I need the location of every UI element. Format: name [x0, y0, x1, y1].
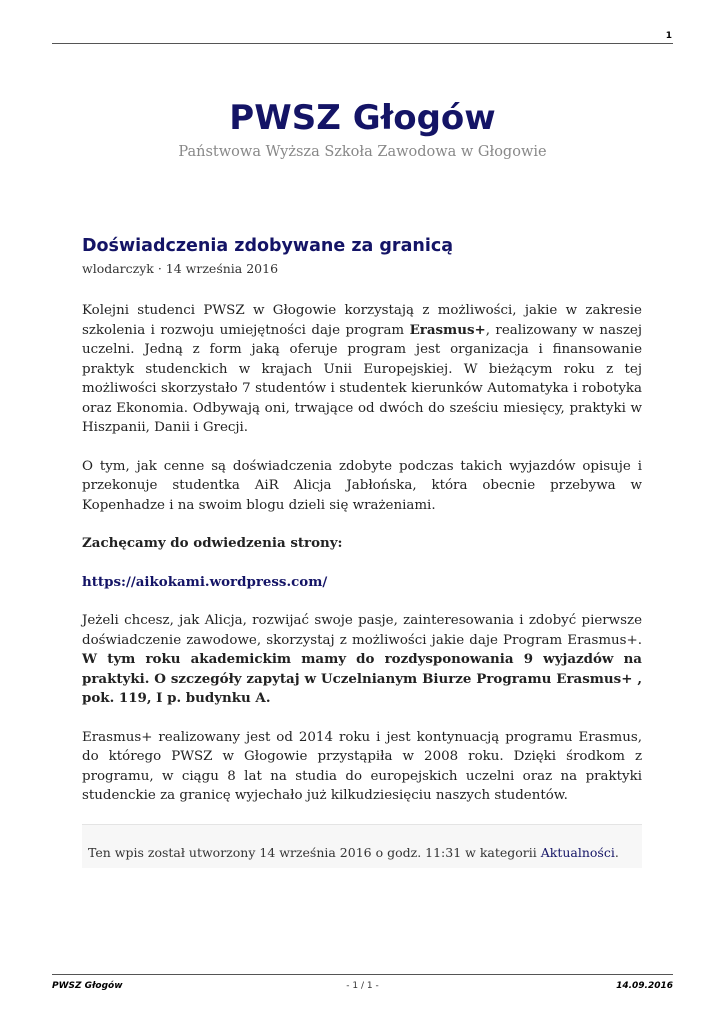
- post-footer-box: [82, 824, 642, 868]
- blog-link[interactable]: https://aikokami.wordpress.com/: [82, 573, 328, 590]
- paragraph-history: Erasmus+ realizowany jest od 2014 roku i jest kontynuacją programu Erasmus, do którego PWSZ w Głogowie przystąpiła w 2008 roku. Dzięki środkom z programu, w ciągu 8 lat na studia do europejskich uczelni oraz na praktyki studenckie za granicę wyjechało już kilkudziesięciu naszych studentów.: [82, 729, 642, 803]
- bottom-divider: [52, 974, 673, 975]
- paragraph-opportunity-text: Jeżeli chcesz, jak Alicja, rozwijać swoje pasje, zainteresowania i zdobyć pierwsze doświadczenie zawodowe, skorzystaj z możliwości jakie daje Program Erasmus+.: [82, 613, 642, 648]
- paragraph-intro-text-2: , realizowany w naszej uczelni. Jedną z form jaką oferuje program jest organizacja i finansowanie praktyk studenckich w krajach Unii Europejskiej. W bieżącym roku z tej możliwości skorzystało 7 studentów i studentek kierunków Automatyka i robotyka oraz Ekonomia. Odbywają oni, trwające od dwóch do sześciu miesięcy, praktyki w Hiszpanii, Danii i Grecji.: [82, 322, 642, 435]
- site-title[interactable]: PWSZ Głogów: [229, 98, 496, 138]
- category-link[interactable]: Aktualności: [540, 844, 615, 860]
- footer-site-name: PWSZ Głogów: [52, 981, 123, 991]
- footer-date: 14.09.2016: [616, 981, 673, 991]
- footer-page-count: - 1 / 1 -: [346, 981, 379, 991]
- paragraph-intro: [82, 301, 642, 438]
- paragraph-link: [82, 573, 642, 593]
- post-footer-end: .: [614, 844, 619, 860]
- paragraph-invite: Zachęcamy do odwiedzenia strony:: [82, 535, 343, 551]
- post-content: [82, 233, 642, 868]
- post-footer-text: Ten wpis został utworzony 14 września 2016 o godz. 11:31 w kategorii: [88, 844, 541, 860]
- erasmus-bold-text: Erasmus+: [409, 321, 486, 338]
- paragraph-intro-text-1: Kolejni studenci PWSZ w Głogowie korzystają z możliwości, jakie w zakresie szkolenia i rozwoju umiejętności daje program: [82, 303, 642, 338]
- paragraph-blog: O tym, jak cenne są doświadczenia zdobyte podczas takich wyjazdów opisuje i przekonuje studentka AiR Alicja Jabłońska, która obecnie przebywa w Kopenhadze i na swoim blogu dzieli się wrażeniami.: [82, 458, 642, 513]
- top-divider: [52, 43, 673, 44]
- site-subtitle: Państwowa Wyższa Szkoła Zawodowa w Głogowie: [178, 144, 547, 160]
- post-title[interactable]: Doświadczenia zdobywane za granicą: [82, 236, 454, 256]
- paragraph-opportunity: [82, 611, 642, 709]
- page-number: 1: [665, 31, 672, 41]
- paragraph-opportunity-bold: W tym roku akademickim mamy do rozdysponowania 9 wyjazdów na praktyki. O szczegóły zapytaj w Uczelnianym Biurze Programu Erasmus+ , pok. 119, I p. budynku A.: [82, 651, 642, 706]
- post-meta: wlodarczyk · 14 września 2016: [82, 261, 279, 276]
